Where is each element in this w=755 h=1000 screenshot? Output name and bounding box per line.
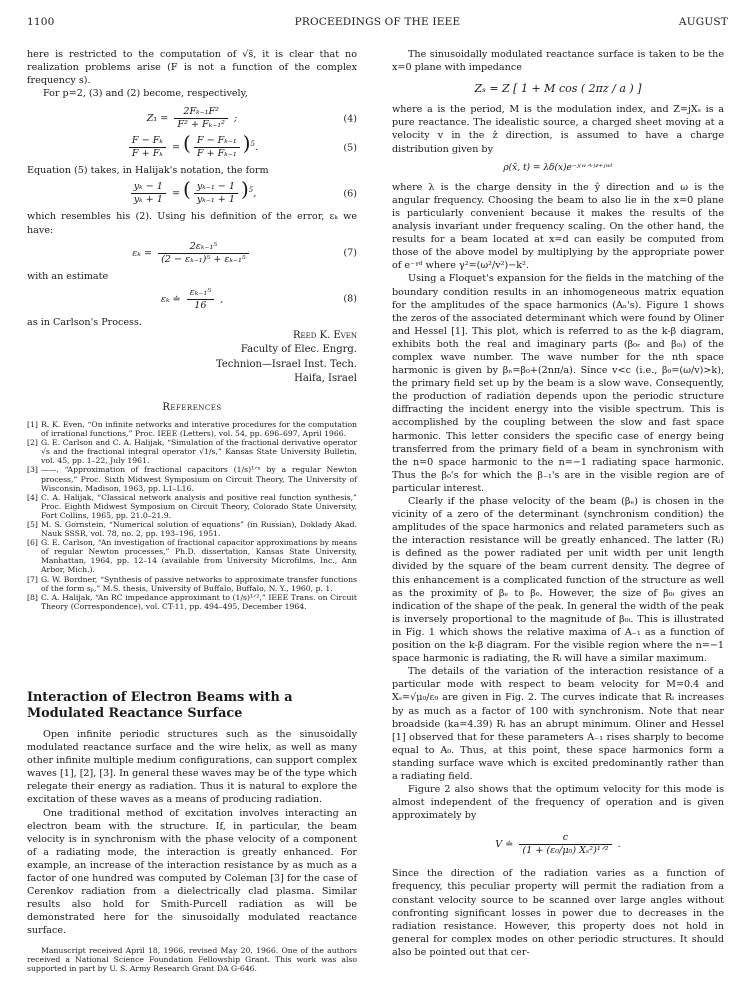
numerator: yₖ − 1 xyxy=(131,181,166,194)
author-name: Reed K. Even xyxy=(293,329,357,341)
equation-4 xyxy=(27,106,357,131)
equation-6: $\frac{\text{yₖ − 1}}{\text{yₖ + 1}}$ = ( $\frac{\text{yₖ₋₁ − 1}}{\text{yₖ₋₁ + 1}}$ )$^5$, (6) xyxy=(27,181,357,206)
numerator: εₖ₋₁⁵ xyxy=(187,287,214,300)
reference-text: C. A. Halijak, “An RC impedance approximant to (1/s)¹ᐟ²,” IEEE Trans. on Circuit Theory (Correspondence), vol. CT-11, pp. 494–495, December 1964. xyxy=(41,592,357,611)
footnote: Manuscript received April 18, 1966, revised May 20, 1966. One of the authors received a National Science Foundation Fellowship Grant. This work was also supported in part by U. S. Army Research Grant DA G-646. xyxy=(27,946,357,973)
equation-charge-distribution: ρ(x̄, t) = λδ(x)e⁻ʲ⁽ʷᐟᵛ⁾ᶻ⁺ʲʷᵗ xyxy=(503,162,613,173)
numerator: 2Fₖ₋₁F² xyxy=(174,106,228,119)
numerator: F − Fₖ₋₁ xyxy=(194,135,240,148)
paragraph: For p=2, (3) and (2) become, respectively, xyxy=(43,88,248,100)
paragraph: Clearly if the phase velocity of the beam (βₑ) is chosen in the vicinity of a zero of the determinant (synchronism condition) the amplitudes of the space harmonics and related parameters such as the interaction resistance will be greatly enhanced. The latter (Rᵢ) is defined as the power radiated per unit width per unit length divided by the square of the beam current density. The degree of this enhancement is a complicated function of the structure as well as the proximity of βₑ to β₀. However, the size of β₀ᵢ gives an indication of the shape of the peak. In general the width of the peak is inversely proportional to the magnitude of β₀ᵢ. This is illustrated in Fig. 1 which shows the relative maxima of A₋₁ as a function of position on the k-β diagram. For the visible region where the n=−1 space harmonic is radiating, the Rᵢ will have a similar maximum. xyxy=(392,496,724,665)
reference-number: [4] xyxy=(27,492,38,502)
fraction xyxy=(194,181,238,206)
numerator: yₖ₋₁ − 1 xyxy=(194,181,238,194)
denominator: F + Fₖ₋₁ xyxy=(196,148,237,160)
reference-item xyxy=(27,420,357,438)
paragraph: Figure 2 also shows that the optimum velocity for this mode is almost independent of the frequency of operation and is given approximately by xyxy=(392,784,724,822)
equation-5: $\frac{\text{F − Fₖ}}{\text{F + Fₖ}}$ = ( $\frac{\text{F − Fₖ₋₁}}{\text{F + Fₖ₋₁}}$ )$^5$. (5) xyxy=(27,135,357,160)
reference-number: [7] xyxy=(27,574,38,584)
equation-number: (8) xyxy=(343,293,357,305)
reference-number: [3] xyxy=(27,465,38,475)
reference-number: [2] xyxy=(27,438,38,448)
page-number: 1100 xyxy=(27,16,55,28)
eq-lhs: εₖ = xyxy=(132,247,152,259)
reference-item xyxy=(27,593,357,611)
denominator: F² + Fₖ₋₁² xyxy=(177,119,225,131)
fraction xyxy=(187,287,214,312)
eq-tail: ; xyxy=(234,113,238,125)
article-section xyxy=(27,690,357,938)
reference-text: R. K. Even, “On infinite networks and interative procedures for the computation of irrational functions,” Proc. IEEE (Letters), vol. 54, pp. 696–697, April 1966. xyxy=(41,419,357,439)
paragraph: The details of the variation of the interaction resistance of a particular mode with respect to beam velocity for M=0.4 and Xₛ=√μ₀/ε₀ are given in Fig. 2. The curves indicate that Rᵢ increases by as much as a factor of 100 with synchronism. Note that near broadside (ka=4.39) Rᵢ has an abrupt minimum. Oliner and Hessel [1] observed that for these parameters A₋₁ rises sharply to become equal to A₀. Thus, at this point, these space harmonics form a standing surface wave which is excited predominantly rather than a radiating field. xyxy=(392,666,724,782)
paragraph: with an estimate xyxy=(27,270,109,282)
denominator: F + Fₖ xyxy=(131,148,163,160)
fraction xyxy=(158,241,249,266)
denominator: yₖ₋₁ + 1 xyxy=(196,194,235,206)
fraction xyxy=(174,106,228,131)
paragraph: where λ is the charge density in the ŷ direction and ω is the angular frequency. Choosing the beam to also lie in the x=0 plane is particularly convenient because it makes the results of the analysis invariant under frequency scaling. On the other hand, the results for a beam located at x=d can easily be computed from those of the above model by multiplying by the appropriate power of e⁻ᵞᵈ where γ²=(ω²/v²)−k². xyxy=(392,181,724,272)
author-location: Haifa, Israel xyxy=(294,373,357,385)
issue-month: AUGUST xyxy=(678,16,728,28)
reference-text: G. E. Carlson and C. A. Halijak, “Simulation of the fractional derivative operator √s and the fractional integral operator √1/s,” Kansas State University Bulletin, vol. 45, pp. 1–22, July 1961. xyxy=(41,438,357,466)
reference-text: ——, “Approximation of fractional capacitors (1/s)¹ᐟⁿ by a regular Newton process,” Proc. Sixth Midwest Symposium on Circuit Theory, The University of Wisconsin, Madison, 1963, pp. L1–L16. xyxy=(41,465,357,493)
paragraph: Since the direction of the radiation varies as a function of frequency, this peculiar property will permit the radiation from a constant velocity source to be scanned over large angles without confronting significant losses in power due to decreases in the radiation resistance. However, this property does not hold in general for complex modes on other periodic structures. It should also be pointed out that cer- xyxy=(392,868,724,958)
equation-number: (6) xyxy=(343,188,357,200)
reference-number: [8] xyxy=(27,592,38,602)
article-title: Interaction of Electron Beams with a Modulated Reactance Surface xyxy=(27,690,293,721)
fraction xyxy=(129,135,166,160)
equation-number: (7) xyxy=(343,247,357,259)
paragraph: Equation (5) takes, in Halijak's notation, the form xyxy=(27,165,269,177)
references-list xyxy=(27,420,357,611)
eq-lhs: Z₁ = xyxy=(146,113,169,125)
paragraph: The sinusoidally modulated reactance surface is taken to be the x=0 plane with impedance xyxy=(392,49,724,74)
author-affiliation: Technion—Israel Inst. Tech. xyxy=(215,358,357,370)
reference-number: [1] xyxy=(27,419,38,429)
reference-text: C. A. Halijak, “Classical network analysis and positive real function synthesis,” Proc. Eighth Midwest Symposium on Circuit Theory, Colorado State University, Fort Collins, 1965, pp. 21.0–21.9. xyxy=(41,492,357,520)
reference-item xyxy=(27,575,357,593)
right-column xyxy=(392,48,724,959)
reference-item xyxy=(27,465,357,492)
denominator: (1 + (ε₀/μ₀) Xₛ²)¹ᐟ² xyxy=(522,845,609,857)
eq-tail: . xyxy=(617,839,621,851)
paragraph: as in Carlson's Process. xyxy=(27,316,142,328)
reference-text: G. W. Bordner, “Synthesis of passive networks to approximate transfer functions of the form sₚ,” M.S. thesis, University of Buffalo, Buffalo, N. Y., 1960, p. 1. xyxy=(41,574,357,593)
numerator: 2εₖ₋₁⁵ xyxy=(158,241,249,254)
reference-number: [6] xyxy=(27,538,38,548)
paragraph: where a is the period, M is the modulation index, and Z=jXₛ is a pure reactance. The idealistic source, a charged sheet moving at a velocity v in the ẑ direction, is assumed to have a charge distribution given by xyxy=(392,104,724,155)
author-affiliation: Faculty of Elec. Engrg. xyxy=(240,344,357,356)
equation-8 xyxy=(27,287,357,312)
denominator: (2 − εₖ₋₁)⁵ + εₖ₋₁⁵ xyxy=(161,253,246,265)
journal-title: PROCEEDINGS OF THE IEEE xyxy=(294,16,461,28)
eq-lhs: V ≐ xyxy=(495,839,514,851)
references-heading: References xyxy=(162,401,222,413)
numerator: F − Fₖ xyxy=(129,135,166,148)
author-signature xyxy=(27,329,357,387)
reference-item xyxy=(27,438,357,465)
eq-tail: , xyxy=(220,293,224,305)
equation-impedance: Zₛ = Z [ 1 + M cos ( 2πz / a ) ] xyxy=(474,82,642,96)
equation-number: (5) xyxy=(343,142,357,154)
denominator: 16 xyxy=(194,299,207,311)
reference-item xyxy=(27,538,357,574)
equation-optimum-velocity xyxy=(392,832,724,857)
equation-7 xyxy=(27,241,357,266)
paragraph: which resembles his (2). Using his definition of the error, εₖ we have: xyxy=(27,211,357,236)
eq-lhs: εₖ ≐ xyxy=(160,293,181,305)
reference-text: G. E. Carlson, “An investigation of fractional capacitor approximations by means of regular Newton processes,” Ph.D. dissertation, Kansas State University, Manhattan, 1964, pp. 12–14 (available from University Microfilms, Inc., Ann Arbor, Mich.). xyxy=(41,538,357,575)
reference-item xyxy=(27,493,357,520)
reference-item xyxy=(27,520,357,538)
fraction xyxy=(519,832,611,857)
paragraph: One traditional method of excitation involves interacting an electron beam with the structure. If, in particular, the beam velocity is in synchronism with the phase velocity of a component of a radiating mode, the interaction is greatly enhanced. For example, an increase of the interaction resistance by as much as a factor of one hundred was computed by Coleman [3] for the case of Cerenkov radiation from a dielectrically clad plasma. Similar results also hold for Smith-Purcell radiation as will be demonstrated here for the sinusoidally modulated reactance surface. xyxy=(27,807,357,937)
numerator: c xyxy=(519,832,611,845)
reference-text: M. S. Gornstein, “Numerical solution of equations” (in Russian), Doklady Akad. Nauk SSSR, vol. 78, no. 2, pp. 193–196, 1951. xyxy=(41,519,357,539)
paragraph: here is restricted to the computation of √s̄, it is clear that no realization problems arise (F is not a function of the complex frequency s). xyxy=(27,49,357,87)
equation-number: (4) xyxy=(343,113,357,125)
fraction xyxy=(194,135,240,160)
paragraph: Open infinite periodic structures such as the sinusoidally modulated reactance surface and the wire helix, as well as many other infinite multiple medium configurations, can support complex waves [1], [2], [3]. In general these waves may be of the type which relegate their energy as radiation. Thus it is natural to explore the excitation of these waves as a means of producing radiation. xyxy=(27,729,357,806)
reference-number: [5] xyxy=(27,519,38,529)
left-column xyxy=(27,48,357,611)
fraction xyxy=(131,181,166,206)
denominator: yₖ + 1 xyxy=(133,194,163,206)
paragraph: Using a Floquet's expansion for the fields in the matching of the boundary condition results in an inhomogeneous matrix equation for the amplitudes of the space harmonics (Aₙ's). Figure 1 shows the zeros of the associated determinant which were found by Oliner and Hessel [1]. This plot, which is referred to as the k-β diagram, exhibits both the real and imaginary parts (β₀ᵣ and β₀ᵢ) of the complex wave number. The wave number for the nth space harmonic is given by βₙ=β₀+(2nπ/a). Since v<c (i.e., β₀=(ω/v)>k), the primary field set up by the beam is a slow wave. Consequently, the production of radiation depends upon the periodic structure diffracting the incident energy into the visible spectrum. This is accomplished by the coupling between the slow and fast space harmonic. This letter considers the specific case of energy being transferred from the primary field of a beam in synchronism with the n=0 space harmonic to the n=−1 radiating space harmonic. Thus the β₀'s for which the β₋₁'s are in the visible region are of particular interest. xyxy=(392,273,724,494)
